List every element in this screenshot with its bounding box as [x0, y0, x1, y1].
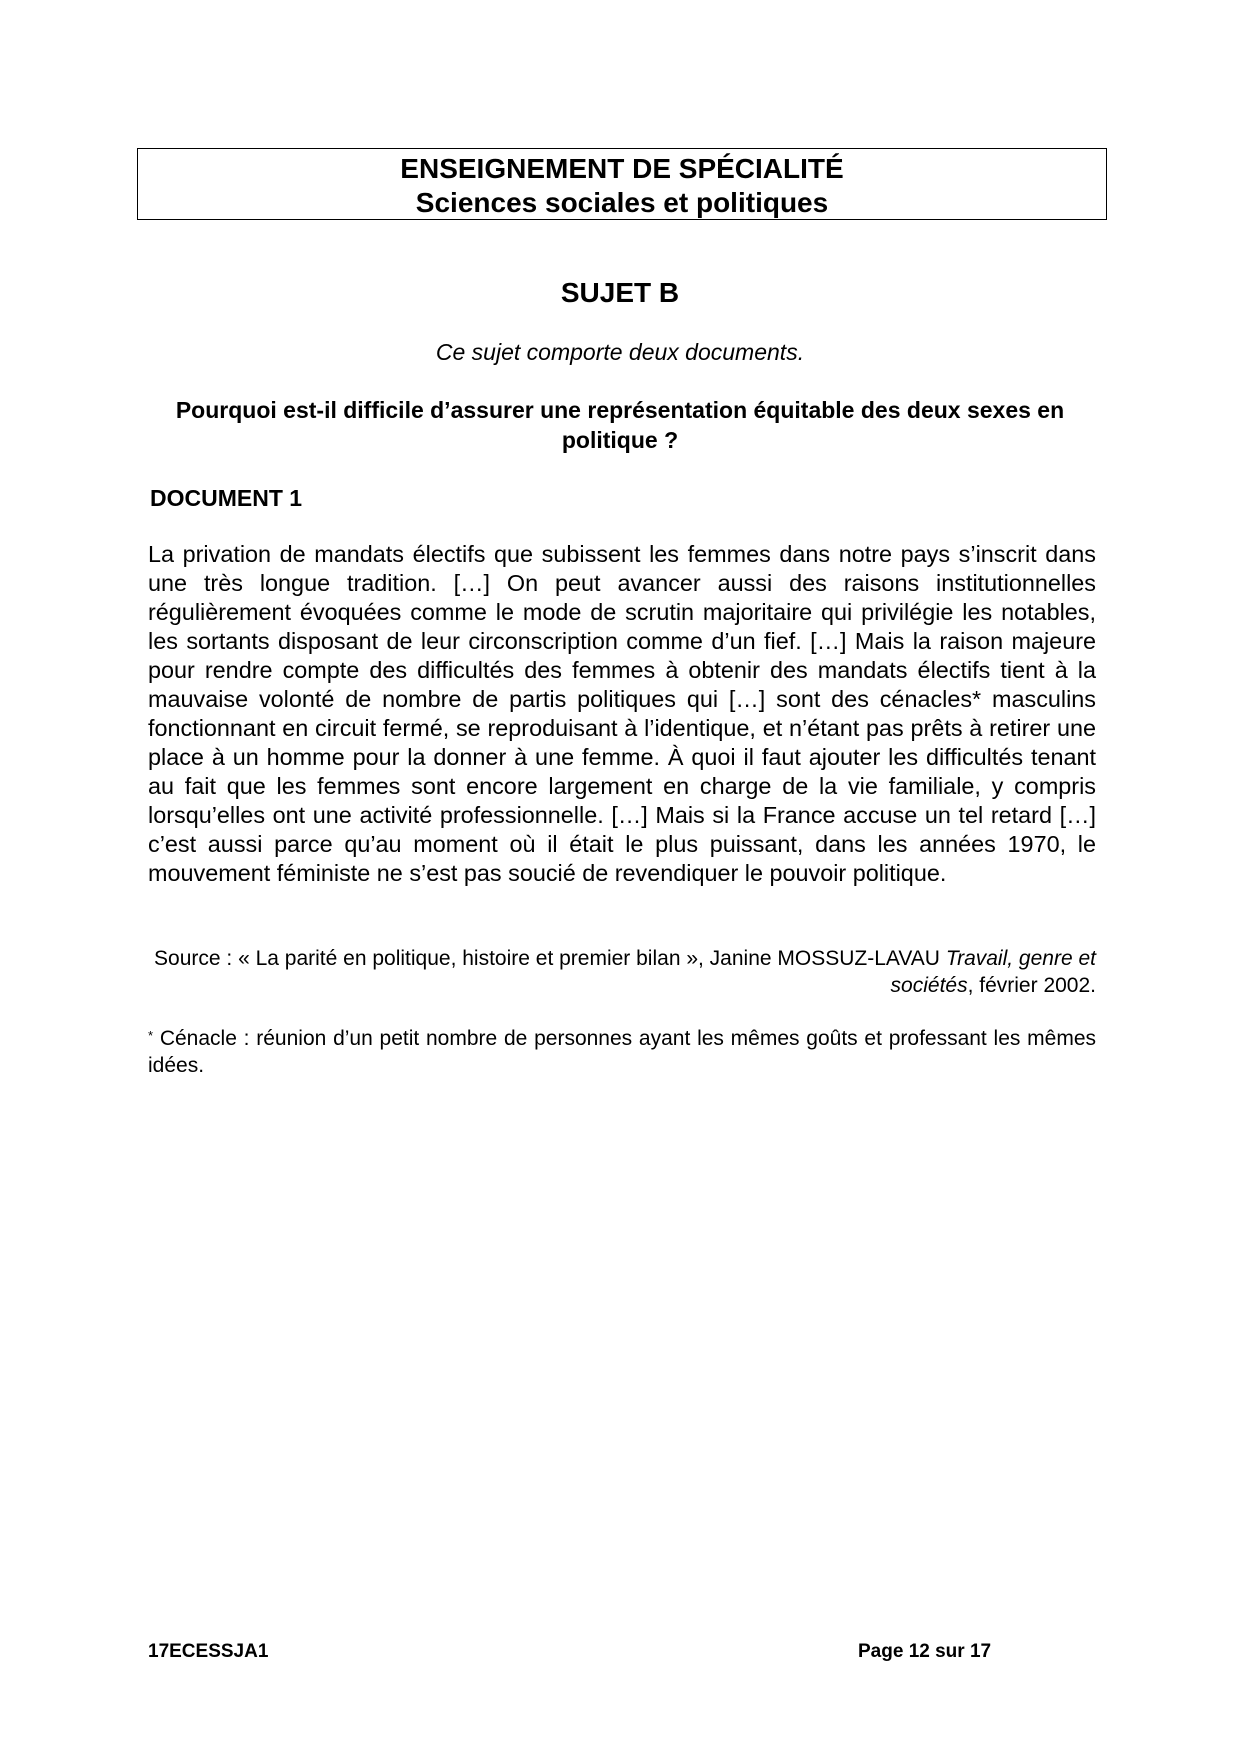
- source-prefix: Source : « La parité en politique, histoire et premier bilan », Janine MOSSUZ-LAVAU: [154, 947, 946, 970]
- footer-page-number: Page 12 sur 17: [858, 1641, 992, 1662]
- header-subtitle: Sciences sociales et politiques: [415, 187, 829, 218]
- source-suffix: , février 2002.: [967, 974, 1096, 997]
- footnote-text: Cénacle : réunion d’un petit nombre de personnes ayant les mêmes goûts et professant les mêmes idées.: [148, 1027, 1096, 1077]
- source-journal: Travail, genre et sociétés: [890, 947, 1096, 997]
- header-title: ENSEIGNEMENT DE SPÉCIALITÉ: [400, 153, 844, 184]
- document-text: La privation de mandats électifs que subissent les femmes dans notre pays s’inscrit dans une très longue tradition. […] On peut avancer aussi des raisons institutionnelles régulièrement évoquées comme le mode de scrutin majoritaire qui privilégie les notables, les sortants disposant de leur circonscription comme d’un fief. […] Mais la raison majeure pour rendre compte des difficultés des femmes à obtenir des mandats électifs tient à la mauvaise volonté de nombre de partis politiques qui […] sont des cénacles* masculins fonctionnant en circuit fermé, se reproduisant à l’identique, et n’étant pas prêts à retirer une place à un homme pour la donner à une femme. À quoi il faut ajouter les difficultés tenant au fait que les femmes sont encore largement en charge de la vie familiale, y compris lorsqu’elles ont une activité professionnelle. […] Mais si la France accuse un tel retard […] c’est aussi parce qu’au moment où il était le plus puissant, dans les années 1970, le mouvement féministe ne s’est pas soucié de revendiquer le pouvoir politique.: [148, 541, 1096, 886]
- footnote-mark: *: [148, 1028, 154, 1043]
- header-box: [137, 148, 1107, 220]
- document-source: [148, 945, 1096, 999]
- footer-code: 17ECESSJA1: [148, 1641, 269, 1662]
- subject-intro: Ce sujet comporte deux documents.: [435, 339, 805, 365]
- subject-title: SUJET B: [560, 277, 680, 308]
- document-title: DOCUMENT 1: [150, 485, 303, 511]
- subject-question: Pourquoi est-il difficile d’assurer une représentation équitable des deux sexes en politique ?: [175, 397, 1065, 453]
- footnote: [148, 1025, 1096, 1079]
